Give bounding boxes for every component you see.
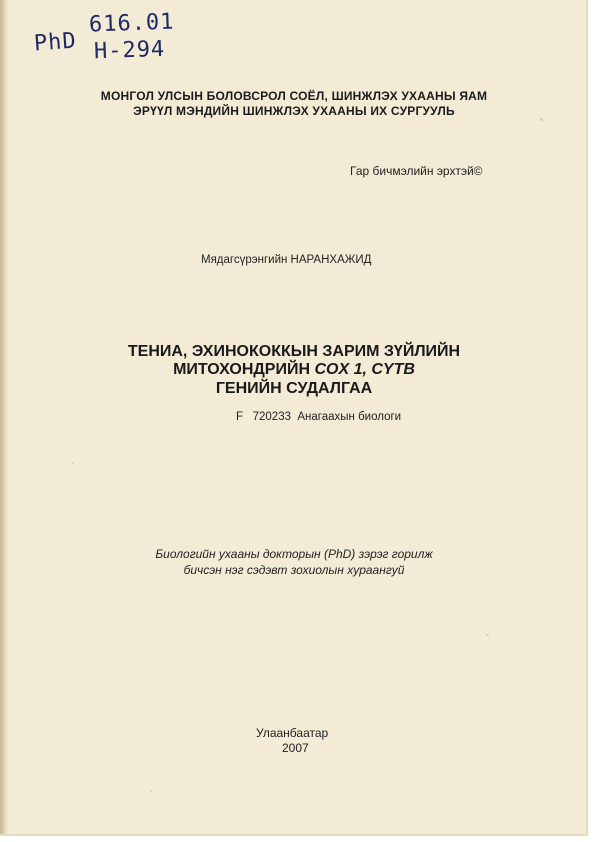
specialty-line: [236, 411, 401, 423]
handwritten-degree: PhD: [33, 28, 78, 57]
paper-speck: [150, 790, 152, 792]
ministry-line-1: МОНГОЛ УЛСЫН БОЛОВСРОЛ СОЁЛ, ШИНЖЛЭХ УХААНЫ ЯАМ: [100, 89, 488, 103]
binding-edge: [0, 0, 9, 834]
specialty-name: Анагаахын биологи: [297, 411, 402, 423]
author-name: Мядагсүрэнгийн НАРАНХАЖИД: [201, 254, 372, 266]
paper-speck: [72, 462, 74, 464]
abstract-note-line-2: бичсэн нэг сэдэвт зохиолын хураангуй: [183, 563, 405, 577]
thesis-title-line-3: ГЕНИЙН СУДАЛГАА: [215, 380, 373, 397]
thesis-title-line-2: [0, 361, 588, 379]
thesis-title-line-1: ТЕНИА, ЭХИНОКОККЫН ЗАРИМ ЗҮЙЛИЙН: [127, 343, 461, 360]
city: Улаанбаатар: [256, 726, 329, 740]
university-line: ЭРҮҮЛ МЭНДИЙН ШИНЖЛЭХ УХААНЫ ИХ СУРГУУЛЬ: [133, 104, 455, 118]
paper-speck: [540, 118, 543, 121]
specialty-code: F 720233: [236, 411, 291, 423]
thesis-title-line-2-prefix: МИТОХОНДРИЙН: [173, 361, 315, 378]
copyright-note: Гар бичмэлийн эрхтэй©: [350, 164, 483, 178]
gene-names: COX 1, CYTB: [314, 361, 415, 378]
handwritten-call-number-2: H-294: [93, 36, 166, 65]
year: 2007: [282, 741, 309, 755]
paper-speck: [486, 634, 489, 636]
handwritten-call-number-1: 616.01: [88, 9, 175, 38]
abstract-note-line-1: Биологийн ухааны докторын (PhD) зэрэг горилж: [155, 547, 433, 561]
